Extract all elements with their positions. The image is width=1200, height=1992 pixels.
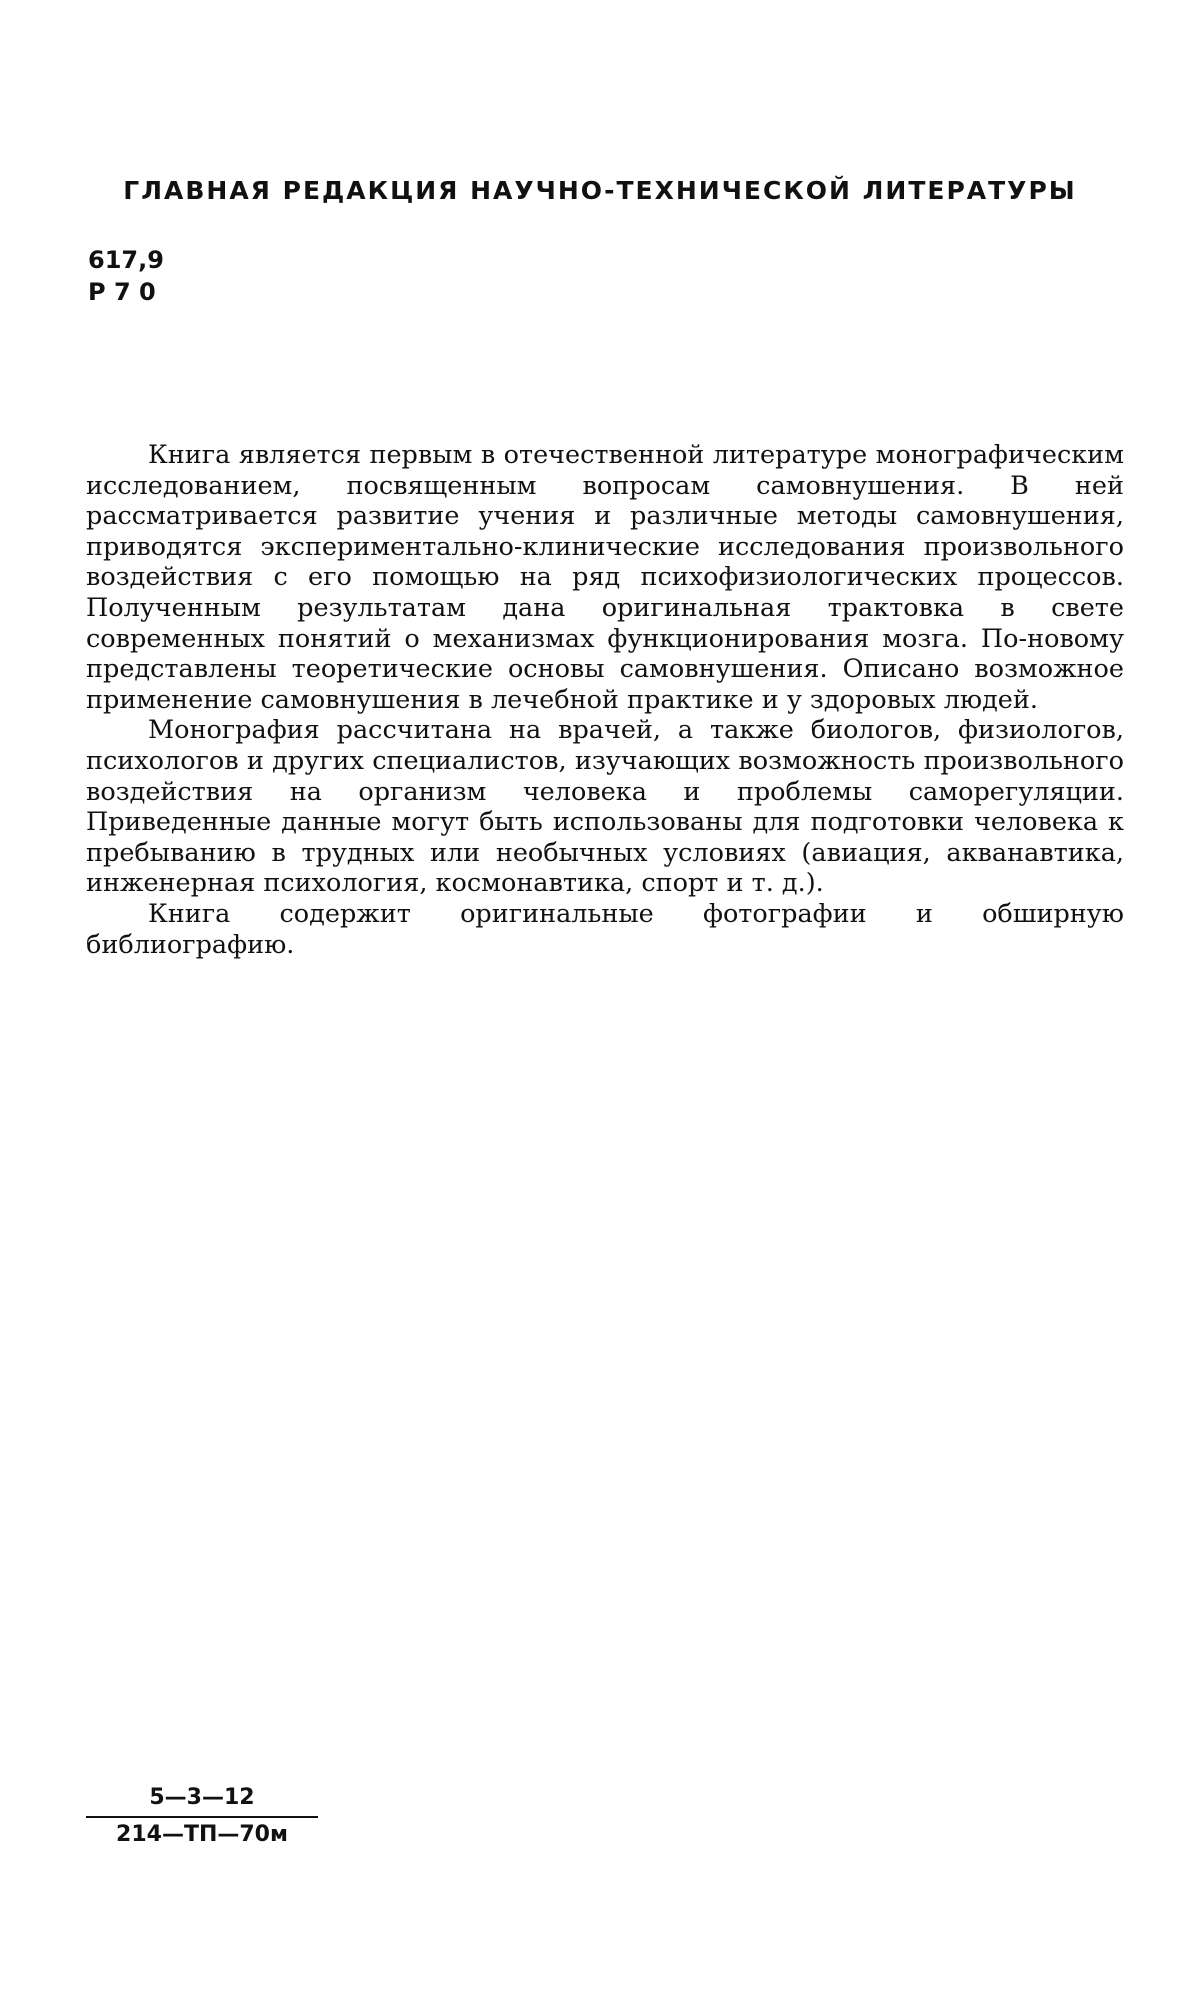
annotation-paragraph: Монография рассчитана на врачей, а также биологов, физиологов, психологов и других специалистов, изучающих возможность произвольного воздействия на организм человека и проблемы саморегуляции. Приведенные данные могут быть использованы для подготовки человека к пребыванию в трудных или необычных условиях (авиация, акванавтика, инженерная психология, космонавтика, спорт и т. д.). bbox=[86, 715, 1124, 899]
classification-codes bbox=[88, 244, 164, 308]
imprint-denominator: 214—ТП—70м bbox=[116, 1822, 288, 1847]
annotation-paragraph: Книга является первым в отечественной литературе монографическим исследованием, посвященным вопросам самовнушения. В ней рассматривается развитие учения и различные методы самовнушения, приводятся экспериментально-клинические исследования произвольного воздействия с его помощью на ряд психофизиологических процессов. Полученным результатам дана оригинальная трактовка в свете современных понятий о механизмах функционирования мозга. По-новому представлены теоретические основы самовнушения. Описано возможное применение самовнушения в лечебной практике и у здоровых людей. bbox=[86, 440, 1124, 715]
imprint-numerator: 5—3—12 bbox=[86, 1785, 318, 1818]
publisher-header: ГЛАВНАЯ РЕДАКЦИЯ НАУЧНО-ТЕХНИЧЕСКОЙ ЛИТЕРАТУРЫ bbox=[123, 176, 1077, 205]
imprint-code bbox=[86, 1785, 318, 1847]
annotation-paragraph: Книга содержит оригинальные фотографии и обширную библиографию. bbox=[86, 898, 1124, 960]
udc-code: 617,9 bbox=[88, 246, 164, 274]
annotation bbox=[86, 440, 1124, 960]
bbk-code: Р 7 0 bbox=[88, 278, 156, 306]
